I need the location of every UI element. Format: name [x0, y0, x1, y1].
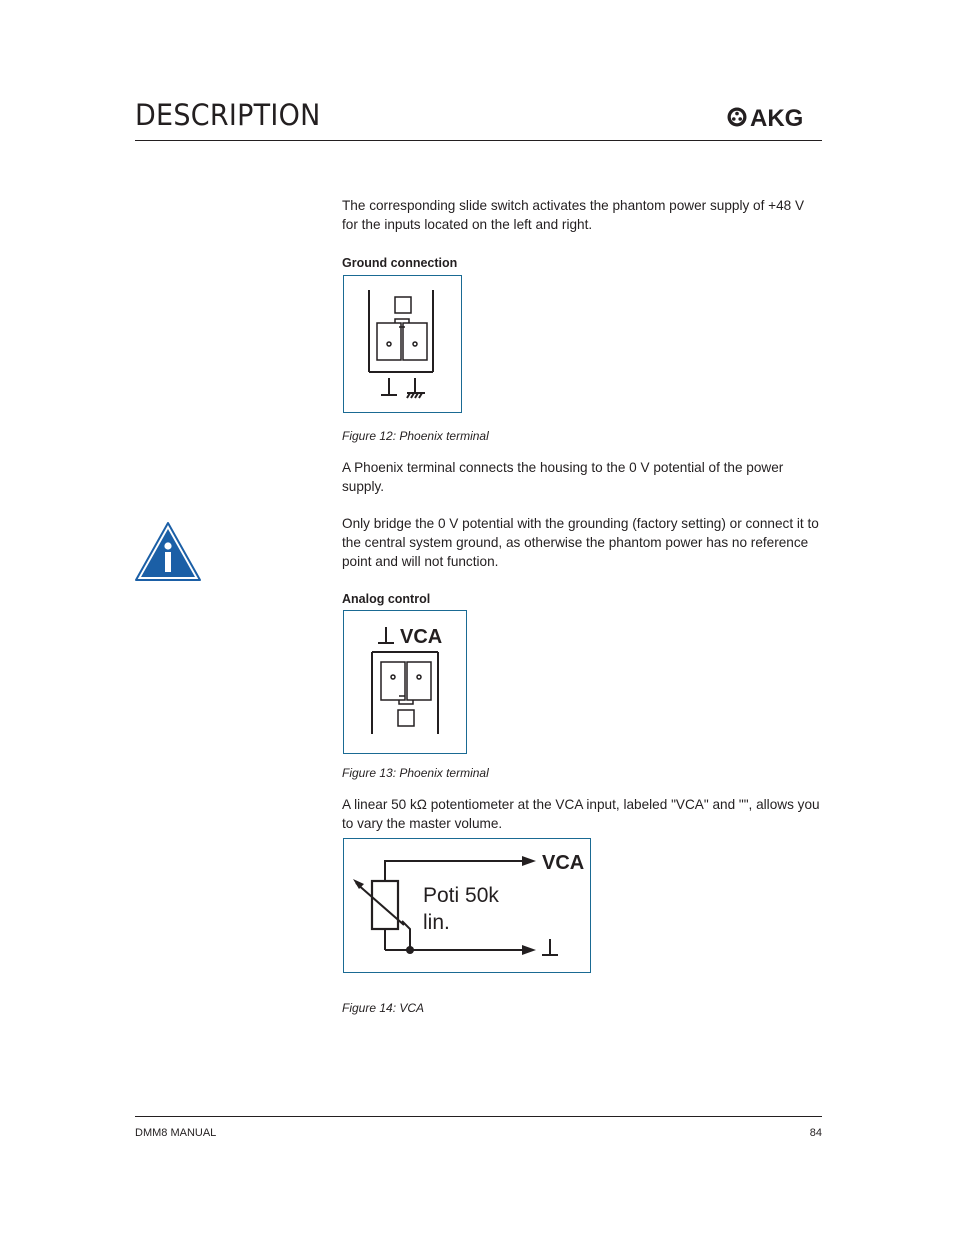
footer-page-number: 84	[809, 1127, 822, 1139]
ground-symbol-icon	[381, 378, 397, 395]
header-rule	[135, 140, 822, 141]
figure-13-vca-label: VCA	[400, 626, 443, 648]
chassis-ground-icon	[407, 378, 425, 398]
ground-connection-heading: Ground connection	[342, 256, 458, 270]
figure-13-caption: Figure 13: Phoenix terminal	[342, 766, 489, 780]
footer-manual-name: DMM8 MANUAL	[135, 1127, 217, 1139]
bridge-note-paragraph: Only bridge the 0 V potential with the grounding (factory setting) or connect it to the central system ground, as otherwise the phantom power has no reference point and will not function.	[342, 516, 819, 569]
akg-logo-text: AKG	[750, 106, 804, 128]
figure-14-vca-circuit	[343, 838, 591, 973]
vca-paragraph: A linear 50 kΩ potentiometer at the VCA input, labeled "VCA" and "", allows you to vary the master volume.	[342, 797, 820, 831]
figure-12-caption: Figure 12: Phoenix terminal	[342, 429, 489, 443]
footer-rule	[135, 1116, 822, 1117]
akg-logo-icon	[727, 106, 823, 128]
info-triangle-icon	[134, 521, 202, 588]
akg-logo	[727, 106, 823, 133]
analog-control-heading: Analog control	[342, 592, 431, 606]
figure-14-poti-label-line1: Poti 50k	[423, 884, 499, 907]
figure-12-ground-terminal	[343, 275, 462, 413]
figure-14-poti-label-line2: lin.	[423, 911, 450, 934]
page-title: DESCRIPTION	[135, 98, 321, 132]
intro-paragraph: The corresponding slide switch activates the phantom power supply of +48 V for the inputs located on the left and right.	[342, 198, 805, 232]
figure-13-analog-terminal	[343, 610, 467, 754]
phoenix-paragraph: A Phoenix terminal connects the housing to the 0 V potential of the power supply.	[342, 460, 784, 494]
figure-14-caption: Figure 14: VCA	[342, 1001, 425, 1015]
figure-14-vca-label: VCA	[542, 852, 585, 874]
